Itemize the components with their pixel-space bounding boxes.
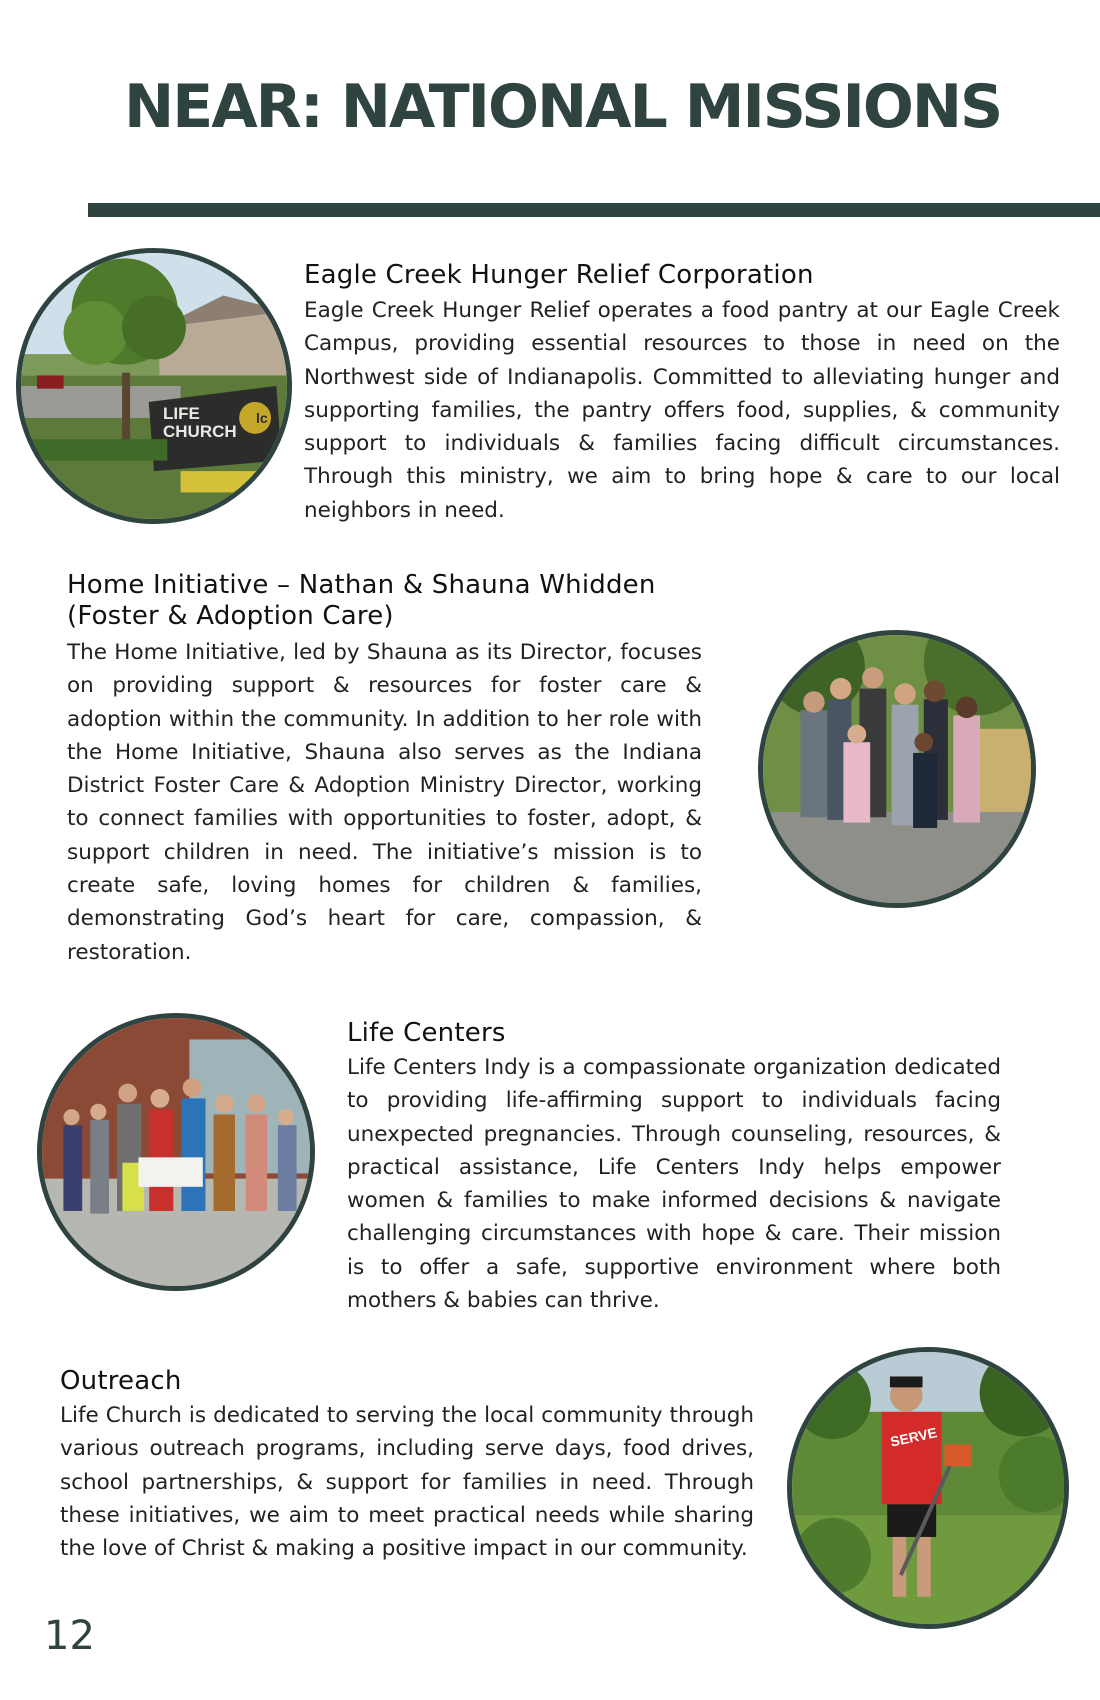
section-body-outreach: Life Church is dedicated to serving the local community through various outreach programs, including serve days, food drives, school partnerships, & support for families in need. Through these initiatives, we aim to meet practical needs while sharing the love of Christ & making a positive impact in our community. [60, 1403, 754, 1562]
page-number: 12 [44, 1613, 95, 1659]
page-title: NEAR: NATIONAL MISSIONS [124, 72, 1002, 142]
serve-day-photo [787, 1347, 1069, 1629]
church-sign-photo [16, 248, 292, 524]
title-divider [88, 203, 1100, 217]
section-heading-eagle-creek: Eagle Creek Hunger Relief Corporation [304, 260, 814, 290]
section-body-home-initiative: The Home Initiative, led by Shauna as its Director, focuses on providing support & resources for foster care & adoption within the community. In addition to her role with the Home Initiative, Shauna also serves as the Indiana District Foster Care & Adoption Ministry Director, working to connect families with opportunities to foster, adopt, & support children in need. The initiative’s mission is to create safe, loving homes for children & families, demonstrating God’s heart for care, compassion, & restoration. [67, 640, 702, 965]
section-body-life-centers: Life Centers Indy is a compassionate organization dedicated to providing life-affirming support to individuals facing unexpected pregnancies. Through counseling, resources, & practical assistance, Life Centers Indy helps empower women & families to make informed decisions & navigate challenging circumstances with hope & care. Their mission is to offer a safe, supportive environment where both mothers & babies can thrive. [347, 1055, 1001, 1314]
section-heading-outreach: Outreach [60, 1366, 182, 1396]
section-heading-home-initiative: Home Initiative – Nathan & Shauna Whidden (Foster & Adoption Care) [67, 570, 656, 631]
serve-shirt-text: SERVE [888, 1424, 939, 1450]
sign-text: LIFE CHURCH [163, 404, 237, 441]
family-group-photo [758, 630, 1036, 908]
section-heading-life-centers: Life Centers [347, 1018, 506, 1048]
check-presentation-photo [37, 1013, 315, 1291]
section-body-eagle-creek: Eagle Creek Hunger Relief operates a food pantry at our Eagle Creek Campus, providing essential resources to those in need on the Northwest side of Indianapolis. Committed to alleviating hunger and supporting families, the pantry offers food, supplies, & community support to individuals & families facing difficult circumstances. Through this ministry, we aim to bring hope & care to our local neighbors in need. [304, 298, 1060, 523]
lc-logo: lc [256, 410, 268, 426]
